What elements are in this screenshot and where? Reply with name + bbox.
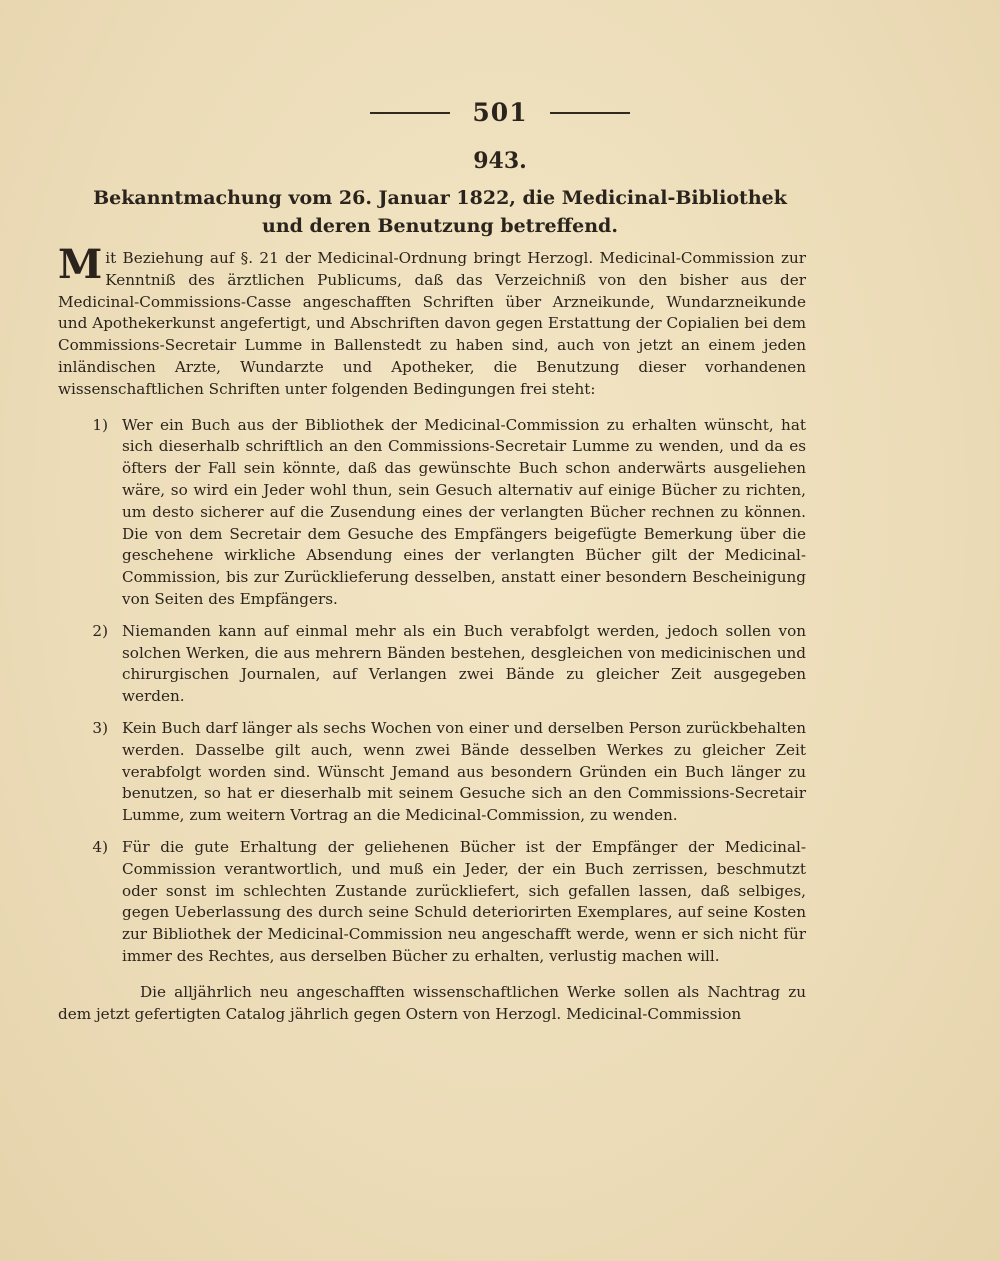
list-item [58,718,806,827]
closing-paragraph: Die alljährlich neu angeschafften wissenschaftlichen Werke sollen als Nachtrag zu dem jetzt gefertigten Catalog jährlich gegen Ostern von Herzogl. Medicinal-Commission [58,982,806,1023]
item-text: Niemanden kann auf einmal mehr als ein Buch verabfolgt werden, jedoch sollen von solchen Werken, die aus mehrern Bänden bestehen, desgleichen von medicinischen und chirurgischen Journalen, auf Verlangen zwei Bände zu gleicher Zeit ausgegeben werden. [122,621,806,706]
page-number: 501 [472,98,528,127]
intro-text: it Beziehung auf §. 21 der Medicinal-Ordnung bringt Herzogl. Medicinal-Commission zur Kenntniß des ärztlichen Publicums, daß das Verzeichniß von den bisher aus der Medicinal-Commissions-Casse angeschafften Schriften über Arzneikunde, Wundarzneikunde und Apothekerkunst angefertigt, und Abschriften davon gegen Erstattung der Copialien bei dem Commissions-Secretair Lumme in Ballenstedt zu haben sind, auch von jetzt an einem jeden inländischen Arzte, Wundarzte und Apotheker, die Benutzung dieser vorhandenen wissenschaftlichen Schriften unter folgenden Bedingungen frei steht: [58,249,806,398]
header-rule-right [550,112,630,114]
item-text: Wer ein Buch aus der Bibliothek der Medicinal-Commission zu erhalten wünscht, hat sich dieserhalb schriftlich an den Commissions-Secretair Lumme zu wenden, und da es öfters der Fall sein könnte, daß das gewünschte Buch schon anderwärts ausgeliehen wäre, so wird ein Jeder wohl thun, sein Gesuch alternativ auf einige Bücher zu richten, um desto sicherer auf die Zusendung eines der verlangten Bücher rechnen zu können. Die von dem Secretair dem Gesuche des Empfängers beigefügte Bemerkung über die geschehene wirkliche Absendung eines der verlangten Bücher gilt der Medicinal-Commission, bis zur Zurücklieferung desselben, anstatt einer besondern Bescheinigung von Seiten des Empfängers. [122,415,806,608]
drop-cap: M [58,241,103,288]
list-item [58,415,806,611]
header-rule-left [370,112,450,114]
intro-paragraph [58,241,806,401]
page-header [0,98,1000,127]
document-number: 943. [473,148,527,174]
item-text: Kein Buch darf länger als sechs Wochen von einer und derselben Person zurückbehalten werden. Dasselbe gilt auch, wenn zwei Bände desselben Werkes zu gleicher Zeit verabfolgt worden sind. Wünscht Jemand aus besondern Gründen ein Buch länger zu benutzen, so hat er dieserhalb mit seinem Gesuche sich an den Commissions-Secretair Lumme, zum weitern Vortrag an die Medicinal-Commission, zu wenden. [122,718,806,825]
item-number: 2) [92,621,108,640]
item-number: 4) [92,837,108,856]
document-body [58,241,806,1040]
item-number: 1) [92,415,108,434]
item-text: Für die gute Erhaltung der geliehenen Bücher ist der Empfänger der Medicinal-Commission verantwortlich, und muß ein Jeder, der ein Buch zerrissen, beschmutzt oder sonst im schlechten Zustande zurückliefert, sich gefallen lassen, daß selbiges, gegen Ueberlassung des durch seine Schuld deteriorirten Exemplares, auf seine Kosten zur Bibliothek der Medicinal-Commission neu angeschafft werde, wenn er sich nicht für immer des Rechtes, aus derselben Bücher zu erhalten, verlustig machen will. [122,837,806,965]
document-title: Bekanntmachung vom 26. Januar 1822, die Medicinal-Bibliothek und deren Benutzung betreffend. [93,187,787,237]
list-item [58,837,806,968]
list-item [58,621,806,708]
item-number: 3) [92,718,108,737]
